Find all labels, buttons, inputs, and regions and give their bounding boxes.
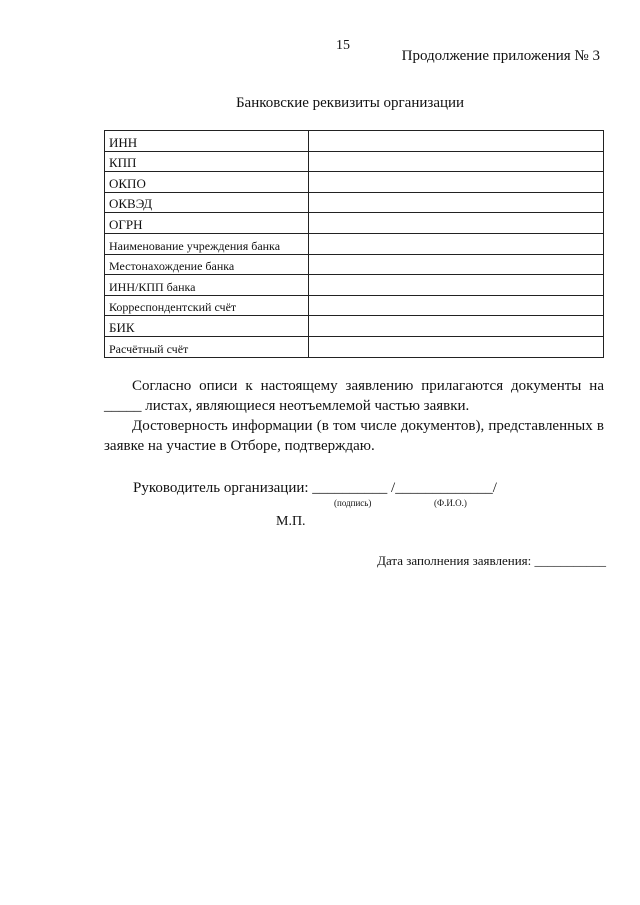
row-label: ИНН/КПП банка (105, 275, 309, 296)
table-title: Банковские реквизиты организации (235, 95, 465, 111)
table-row (105, 213, 604, 234)
table-row (105, 295, 604, 316)
table-row (105, 336, 604, 357)
row-value (309, 172, 604, 193)
row-value (309, 233, 604, 254)
table-row (105, 151, 604, 172)
row-value (309, 192, 604, 213)
table-row (105, 172, 604, 193)
row-label: ОКПО (105, 172, 309, 193)
name-caption: (Ф.И.О.) (434, 498, 467, 508)
page-number: 15 (336, 38, 350, 53)
signature-line: Руководитель организации: __________ /_____________/ (133, 480, 497, 496)
bank-details-table (104, 130, 604, 358)
row-value (309, 275, 604, 296)
body-text (104, 376, 604, 456)
confirmation-paragraph: Достоверность информации (в том числе документов), представленных в заявке на участие в Отборе, подтверждаю. (104, 418, 604, 454)
row-label: КПП (105, 151, 309, 172)
fill-date-line: Дата заполнения заявления: ___________ (377, 553, 606, 568)
signature-caption: (подпись) (334, 498, 372, 508)
row-label: Корреспондентский счёт (105, 295, 309, 316)
attachments-paragraph: Согласно описи к настоящему заявлению прилагаются документы на _____ листах, являющиеся неотъемлемой частью заявки. (104, 378, 604, 414)
row-label: ИНН (105, 131, 309, 152)
row-value (309, 316, 604, 337)
row-label: Расчётный счёт (105, 336, 309, 357)
table-row (105, 192, 604, 213)
row-label: Местонахождение банка (105, 254, 309, 275)
table-row (105, 254, 604, 275)
row-value (309, 336, 604, 357)
row-value (309, 213, 604, 234)
table-row (105, 275, 604, 296)
row-value (309, 254, 604, 275)
row-value (309, 131, 604, 152)
row-value (309, 151, 604, 172)
row-label: Наименование учреждения банка (105, 233, 309, 254)
stamp-label: М.П. (276, 514, 306, 529)
table-row (105, 316, 604, 337)
row-label: ОГРН (105, 213, 309, 234)
continuation-label: Продолжение приложения № 3 (401, 48, 600, 64)
row-label: БИК (105, 316, 309, 337)
table-row (105, 233, 604, 254)
row-label: ОКВЭД (105, 192, 309, 213)
row-value (309, 295, 604, 316)
table-row (105, 131, 604, 152)
